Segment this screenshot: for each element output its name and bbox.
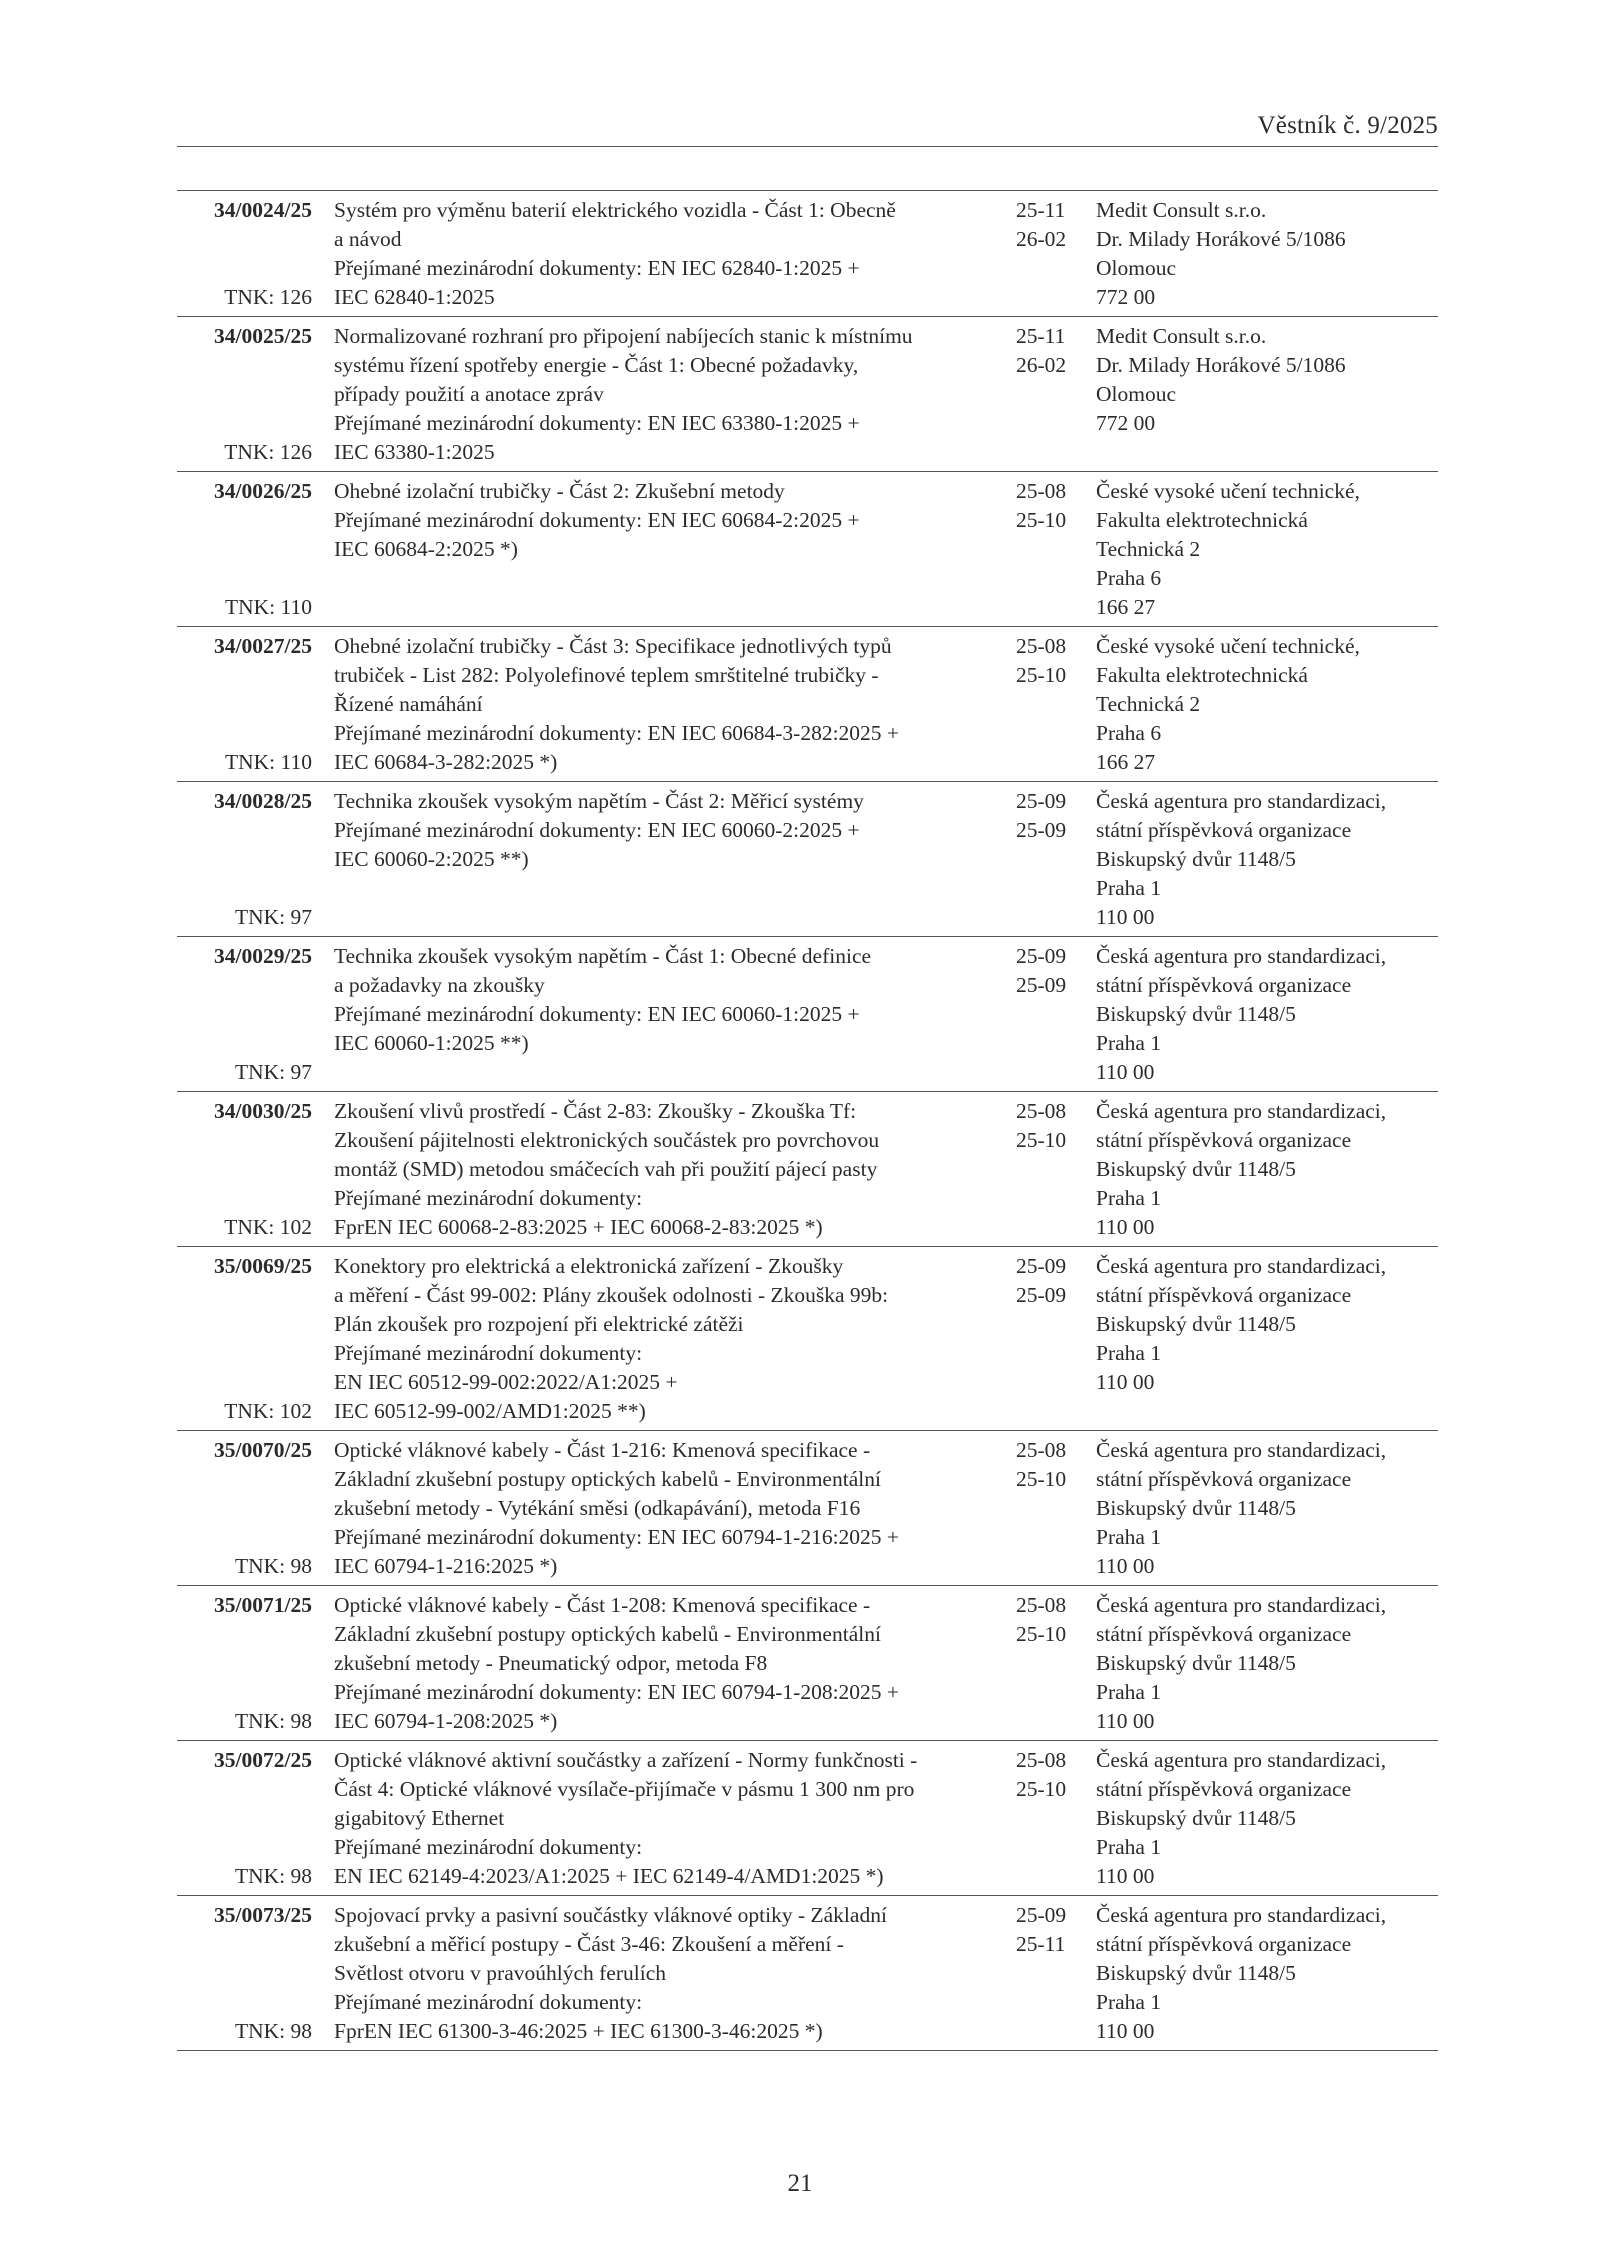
tnk-label: TNK: 126 bbox=[224, 285, 312, 309]
organization-line: Medit Consult s.r.o. bbox=[1096, 198, 1267, 222]
title-line: Řízené namáhání bbox=[334, 692, 483, 716]
title-line: IEC 62840-1:2025 bbox=[334, 285, 495, 309]
title-line: Zkoušení vlivů prostředí - Část 2-83: Zkoušky - Zkouška Tf: bbox=[334, 1099, 857, 1123]
title-line: trubiček - List 282: Polyolefinové teplem smrštitelné trubičky - bbox=[334, 663, 879, 687]
entry-id-cell bbox=[177, 632, 312, 777]
title-line: Přejímané mezinárodní dokumenty: bbox=[334, 1835, 643, 1859]
organization-line: Česká agentura pro standardizaci, bbox=[1096, 1254, 1387, 1278]
organization-line: České vysoké učení technické, bbox=[1096, 479, 1360, 503]
entry-id-cell bbox=[177, 196, 312, 312]
title-line: Základní zkušební postupy optických kabelů - Environmentální bbox=[334, 1622, 881, 1646]
title-line: zkušební a měřicí postupy - Část 3-46: Zkoušení a měření - bbox=[334, 1932, 844, 1956]
date-value: 25-09 bbox=[1016, 1254, 1067, 1278]
organization-line: Biskupský dvůr 1148/5 bbox=[1096, 1496, 1296, 1520]
entry-title-cell bbox=[334, 632, 1010, 777]
entry-dates-cell bbox=[1016, 196, 1076, 312]
organization-line: státní příspěvková organizace bbox=[1096, 818, 1352, 842]
entry-title-cell bbox=[334, 477, 1010, 622]
title-line: Přejímané mezinárodní dokumenty: EN IEC 62840-1:2025 + bbox=[334, 256, 860, 280]
date-value: 25-09 bbox=[1016, 818, 1067, 842]
date-value: 25-11 bbox=[1016, 324, 1066, 348]
organization-line: Česká agentura pro standardizaci, bbox=[1096, 1903, 1387, 1927]
entry-number: 35/0071/25 bbox=[214, 1593, 312, 1617]
organization-line: státní příspěvková organizace bbox=[1096, 1777, 1352, 1801]
entry-dates-cell bbox=[1016, 942, 1076, 1087]
title-line: Technika zkoušek vysokým napětím - Část 1: Obecné definice bbox=[334, 944, 872, 968]
title-line: IEC 60060-2:2025 **) bbox=[334, 847, 529, 871]
organization-line: 110 00 bbox=[1096, 1554, 1155, 1578]
table-row bbox=[177, 1247, 1438, 1431]
tnk-label: TNK: 98 bbox=[234, 2019, 312, 2043]
title-line: Normalizované rozhraní pro připojení nabíjecích stanic k místnímu bbox=[334, 324, 913, 348]
organization-line: Dr. Milady Horákové 5/1086 bbox=[1096, 353, 1346, 377]
entry-organization-cell bbox=[1096, 1901, 1438, 2046]
entry-number: 34/0024/25 bbox=[214, 198, 312, 222]
date-value: 25-10 bbox=[1016, 1622, 1067, 1646]
title-line: IEC 60794-1-216:2025 *) bbox=[334, 1554, 558, 1578]
entry-organization-cell bbox=[1096, 1097, 1438, 1242]
organization-line: Česká agentura pro standardizaci, bbox=[1096, 1438, 1387, 1462]
organization-line: státní příspěvková organizace bbox=[1096, 1467, 1352, 1491]
date-value: 25-09 bbox=[1016, 1283, 1067, 1307]
date-value: 25-08 bbox=[1016, 479, 1067, 503]
organization-line: 110 00 bbox=[1096, 1864, 1155, 1888]
title-line: a návod bbox=[334, 227, 402, 251]
entry-dates-cell bbox=[1016, 787, 1076, 932]
entry-number: 35/0070/25 bbox=[214, 1438, 312, 1462]
title-line: Systém pro výměnu baterií elektrického vozidla - Část 1: Obecně bbox=[334, 198, 896, 222]
tnk-label: TNK: 126 bbox=[224, 440, 312, 464]
date-value: 25-11 bbox=[1016, 1932, 1066, 1956]
entry-id-cell bbox=[177, 1591, 312, 1736]
title-line: Světlost otvoru v pravoúhlých ferulích bbox=[334, 1961, 666, 1985]
entry-number: 34/0028/25 bbox=[214, 789, 312, 813]
tnk-label: TNK: 98 bbox=[234, 1864, 312, 1888]
entry-number: 35/0072/25 bbox=[214, 1748, 312, 1772]
entry-organization-cell bbox=[1096, 1436, 1438, 1581]
title-line: zkušební metody - Pneumatický odpor, metoda F8 bbox=[334, 1651, 768, 1675]
organization-line: Technická 2 bbox=[1096, 537, 1201, 561]
title-line: Plán zkoušek pro rozpojení při elektrické zátěži bbox=[334, 1312, 744, 1336]
standards-table bbox=[177, 190, 1438, 2051]
organization-line: Česká agentura pro standardizaci, bbox=[1096, 944, 1387, 968]
organization-line: státní příspěvková organizace bbox=[1096, 1622, 1352, 1646]
tnk-label: TNK: 110 bbox=[225, 750, 312, 774]
entry-organization-cell bbox=[1096, 1746, 1438, 1891]
organization-line: Česká agentura pro standardizaci, bbox=[1096, 1748, 1387, 1772]
date-value: 25-09 bbox=[1016, 1903, 1067, 1927]
page-header bbox=[177, 110, 1438, 147]
organization-line: Česká agentura pro standardizaci, bbox=[1096, 789, 1387, 813]
organization-line: Praha 1 bbox=[1096, 1525, 1162, 1549]
table-row bbox=[177, 937, 1438, 1092]
date-value: 25-09 bbox=[1016, 789, 1067, 813]
date-value: 25-08 bbox=[1016, 1748, 1067, 1772]
date-value: 26-02 bbox=[1016, 353, 1067, 377]
entry-organization-cell bbox=[1096, 477, 1438, 622]
title-line: Přejímané mezinárodní dokumenty: bbox=[334, 1341, 643, 1365]
entry-dates-cell bbox=[1016, 1097, 1076, 1242]
entry-id-cell bbox=[177, 1252, 312, 1426]
organization-line: 110 00 bbox=[1096, 905, 1155, 929]
date-value: 25-10 bbox=[1016, 508, 1067, 532]
title-line: IEC 60060-1:2025 **) bbox=[334, 1031, 529, 1055]
title-line: Optické vláknové kabely - Část 1-216: Kmenová specifikace - bbox=[334, 1438, 871, 1462]
title-line: a měření - Část 99-002: Plány zkoušek odolnosti - Zkouška 99b: bbox=[334, 1283, 889, 1307]
entry-title-cell bbox=[334, 196, 1010, 312]
organization-line: Praha 1 bbox=[1096, 876, 1162, 900]
table-row bbox=[177, 1586, 1438, 1741]
date-value: 25-11 bbox=[1016, 198, 1066, 222]
entry-number: 35/0073/25 bbox=[214, 1903, 312, 1927]
tnk-label: TNK: 110 bbox=[225, 595, 312, 619]
table-row bbox=[177, 1896, 1438, 2051]
title-line: případy použití a anotace zpráv bbox=[334, 382, 604, 406]
table-row bbox=[177, 191, 1438, 317]
entry-title-cell bbox=[334, 322, 1010, 467]
entry-dates-cell bbox=[1016, 1746, 1076, 1891]
entry-title-cell bbox=[334, 942, 1010, 1087]
title-line: Přejímané mezinárodní dokumenty: EN IEC 60684-3-282:2025 + bbox=[334, 721, 900, 745]
organization-line: Česká agentura pro standardizaci, bbox=[1096, 1593, 1387, 1617]
entry-number: 34/0029/25 bbox=[214, 944, 312, 968]
entry-title-cell bbox=[334, 1901, 1010, 2046]
title-line: Přejímané mezinárodní dokumenty: EN IEC 63380-1:2025 + bbox=[334, 411, 860, 435]
organization-line: Biskupský dvůr 1148/5 bbox=[1096, 1157, 1296, 1181]
title-line: Část 4: Optické vláknové vysílače-přijímače v pásmu 1 300 nm pro bbox=[334, 1777, 915, 1801]
title-line: Konektory pro elektrická a elektronická zařízení - Zkoušky bbox=[334, 1254, 844, 1278]
title-line: a požadavky na zkoušky bbox=[334, 973, 545, 997]
title-line: EN IEC 62149-4:2023/A1:2025 + IEC 62149-4/AMD1:2025 *) bbox=[334, 1864, 884, 1888]
entry-title-cell bbox=[334, 787, 1010, 932]
entry-dates-cell bbox=[1016, 632, 1076, 777]
entry-title-cell bbox=[334, 1097, 1010, 1242]
entry-id-cell bbox=[177, 942, 312, 1087]
organization-line: Medit Consult s.r.o. bbox=[1096, 324, 1267, 348]
entry-number: 34/0026/25 bbox=[214, 479, 312, 503]
title-line: Základní zkušební postupy optických kabelů - Environmentální bbox=[334, 1467, 881, 1491]
title-line: Zkoušení pájitelnosti elektronických součástek pro povrchovou bbox=[334, 1128, 880, 1152]
date-value: 25-09 bbox=[1016, 944, 1067, 968]
entry-number: 34/0025/25 bbox=[214, 324, 312, 348]
organization-line: Biskupský dvůr 1148/5 bbox=[1096, 1961, 1296, 1985]
date-value: 25-09 bbox=[1016, 973, 1067, 997]
organization-line: 772 00 bbox=[1096, 411, 1156, 435]
entry-title-cell bbox=[334, 1591, 1010, 1736]
organization-line: 110 00 bbox=[1096, 1215, 1155, 1239]
title-line: EN IEC 60512-99-002:2022/A1:2025 + bbox=[334, 1370, 678, 1394]
entry-id-cell bbox=[177, 1436, 312, 1581]
organization-line: státní příspěvková organizace bbox=[1096, 973, 1352, 997]
title-line: IEC 63380-1:2025 bbox=[334, 440, 495, 464]
organization-line: Biskupský dvůr 1148/5 bbox=[1096, 1651, 1296, 1675]
organization-line: Olomouc bbox=[1096, 256, 1177, 280]
title-line: Přejímané mezinárodní dokumenty: EN IEC 60794-1-208:2025 + bbox=[334, 1680, 900, 1704]
table-row bbox=[177, 1431, 1438, 1586]
organization-line: Praha 6 bbox=[1096, 566, 1162, 590]
date-value: 25-10 bbox=[1016, 1467, 1067, 1491]
tnk-label: TNK: 98 bbox=[234, 1554, 312, 1578]
entry-title-cell bbox=[334, 1746, 1010, 1891]
organization-line: Dr. Milady Horákové 5/1086 bbox=[1096, 227, 1346, 251]
journal-title: Věstník č. 9/2025 bbox=[1257, 112, 1438, 139]
date-value: 25-10 bbox=[1016, 1777, 1067, 1801]
tnk-label: TNK: 102 bbox=[224, 1215, 312, 1239]
entry-dates-cell bbox=[1016, 1591, 1076, 1736]
title-line: IEC 60684-2:2025 *) bbox=[334, 537, 518, 561]
title-line: FprEN IEC 60068-2-83:2025 + IEC 60068-2-83:2025 *) bbox=[334, 1215, 823, 1239]
date-value: 25-08 bbox=[1016, 634, 1067, 658]
title-line: Přejímané mezinárodní dokumenty: bbox=[334, 1990, 643, 2014]
organization-line: 110 00 bbox=[1096, 1709, 1155, 1733]
title-line: Přejímané mezinárodní dokumenty: EN IEC 60060-1:2025 + bbox=[334, 1002, 860, 1026]
organization-line: Biskupský dvůr 1148/5 bbox=[1096, 847, 1296, 871]
tnk-label: TNK: 97 bbox=[234, 905, 312, 929]
organization-line: státní příspěvková organizace bbox=[1096, 1128, 1352, 1152]
title-line: IEC 60512-99-002/AMD1:2025 **) bbox=[334, 1399, 646, 1423]
tnk-label: TNK: 98 bbox=[234, 1709, 312, 1733]
entry-title-cell bbox=[334, 1436, 1010, 1581]
page-number: 21 bbox=[787, 2170, 813, 2197]
entry-organization-cell bbox=[1096, 196, 1438, 312]
organization-line: Praha 1 bbox=[1096, 1031, 1162, 1055]
date-value: 25-08 bbox=[1016, 1438, 1067, 1462]
organization-line: Praha 1 bbox=[1096, 1341, 1162, 1365]
organization-line: státní příspěvková organizace bbox=[1096, 1283, 1352, 1307]
organization-line: Olomouc bbox=[1096, 382, 1177, 406]
entry-id-cell bbox=[177, 1097, 312, 1242]
title-line: zkušební metody - Vytékání směsi (odkapávání), metoda F16 bbox=[334, 1496, 861, 1520]
organization-line: 772 00 bbox=[1096, 285, 1156, 309]
tnk-label: TNK: 102 bbox=[224, 1399, 312, 1423]
entry-organization-cell bbox=[1096, 322, 1438, 467]
entry-dates-cell bbox=[1016, 1252, 1076, 1426]
entry-organization-cell bbox=[1096, 787, 1438, 932]
entry-dates-cell bbox=[1016, 322, 1076, 467]
organization-line: 110 00 bbox=[1096, 1060, 1155, 1084]
title-line: Ohebné izolační trubičky - Část 2: Zkušební metody bbox=[334, 479, 785, 503]
date-value: 25-08 bbox=[1016, 1099, 1067, 1123]
organization-line: Česká agentura pro standardizaci, bbox=[1096, 1099, 1387, 1123]
table-row bbox=[177, 472, 1438, 627]
entry-id-cell bbox=[177, 1901, 312, 2046]
entry-organization-cell bbox=[1096, 632, 1438, 777]
date-value: 25-10 bbox=[1016, 1128, 1067, 1152]
entry-organization-cell bbox=[1096, 1591, 1438, 1736]
table-row bbox=[177, 782, 1438, 937]
entry-organization-cell bbox=[1096, 942, 1438, 1087]
title-line: Technika zkoušek vysokým napětím - Část 2: Měřicí systémy bbox=[334, 789, 864, 813]
title-line: FprEN IEC 61300-3-46:2025 + IEC 61300-3-46:2025 *) bbox=[334, 2019, 823, 2043]
organization-line: Fakulta elektrotechnická bbox=[1096, 508, 1308, 532]
entry-id-cell bbox=[177, 322, 312, 467]
title-line: IEC 60794-1-208:2025 *) bbox=[334, 1709, 558, 1733]
organization-line: 166 27 bbox=[1096, 750, 1156, 774]
organization-line: Praha 6 bbox=[1096, 721, 1162, 745]
table-row bbox=[177, 627, 1438, 782]
organization-line: 110 00 bbox=[1096, 2019, 1155, 2043]
tnk-label: TNK: 97 bbox=[234, 1060, 312, 1084]
entry-id-cell bbox=[177, 787, 312, 932]
date-value: 25-08 bbox=[1016, 1593, 1067, 1617]
organization-line: České vysoké učení technické, bbox=[1096, 634, 1360, 658]
entry-number: 34/0027/25 bbox=[214, 634, 312, 658]
entry-title-cell bbox=[334, 1252, 1010, 1426]
organization-line: Praha 1 bbox=[1096, 1186, 1162, 1210]
entry-dates-cell bbox=[1016, 477, 1076, 622]
entry-number: 34/0030/25 bbox=[214, 1099, 312, 1123]
entry-id-cell bbox=[177, 1746, 312, 1891]
title-line: gigabitový Ethernet bbox=[334, 1806, 505, 1830]
organization-line: Praha 1 bbox=[1096, 1835, 1162, 1859]
title-line: montáž (SMD) metodou smáčecích vah při použití pájecí pasty bbox=[334, 1157, 878, 1181]
entry-organization-cell bbox=[1096, 1252, 1438, 1426]
organization-line: Biskupský dvůr 1148/5 bbox=[1096, 1312, 1296, 1336]
organization-line: 166 27 bbox=[1096, 595, 1156, 619]
title-line: IEC 60684-3-282:2025 *) bbox=[334, 750, 558, 774]
organization-line: Biskupský dvůr 1148/5 bbox=[1096, 1806, 1296, 1830]
title-line: Optické vláknové aktivní součástky a zařízení - Normy funkčnosti - bbox=[334, 1748, 918, 1772]
title-line: Přejímané mezinárodní dokumenty: bbox=[334, 1186, 643, 1210]
date-value: 26-02 bbox=[1016, 227, 1067, 251]
date-value: 25-10 bbox=[1016, 663, 1067, 687]
organization-line: Fakulta elektrotechnická bbox=[1096, 663, 1308, 687]
organization-line: Praha 1 bbox=[1096, 1990, 1162, 2014]
table-row bbox=[177, 1741, 1438, 1896]
title-line: Přejímané mezinárodní dokumenty: EN IEC 60684-2:2025 + bbox=[334, 508, 860, 532]
entry-dates-cell bbox=[1016, 1436, 1076, 1581]
table-row bbox=[177, 1092, 1438, 1247]
organization-line: 110 00 bbox=[1096, 1370, 1155, 1394]
entry-id-cell bbox=[177, 477, 312, 622]
title-line: systému řízení spotřeby energie - Část 1: Obecné požadavky, bbox=[334, 353, 859, 377]
title-line: Přejímané mezinárodní dokumenty: EN IEC 60794-1-216:2025 + bbox=[334, 1525, 900, 1549]
entry-dates-cell bbox=[1016, 1901, 1076, 2046]
organization-line: Biskupský dvůr 1148/5 bbox=[1096, 1002, 1296, 1026]
organization-line: Praha 1 bbox=[1096, 1680, 1162, 1704]
title-line: Ohebné izolační trubičky - Část 3: Specifikace jednotlivých typů bbox=[334, 634, 892, 658]
organization-line: státní příspěvková organizace bbox=[1096, 1932, 1352, 1956]
organization-line: Technická 2 bbox=[1096, 692, 1201, 716]
entry-number: 35/0069/25 bbox=[214, 1254, 312, 1278]
table-row bbox=[177, 317, 1438, 472]
title-line: Spojovací prvky a pasivní součástky vláknové optiky - Základní bbox=[334, 1903, 887, 1927]
title-line: Optické vláknové kabely - Část 1-208: Kmenová specifikace - bbox=[334, 1593, 871, 1617]
title-line: Přejímané mezinárodní dokumenty: EN IEC 60060-2:2025 + bbox=[334, 818, 860, 842]
